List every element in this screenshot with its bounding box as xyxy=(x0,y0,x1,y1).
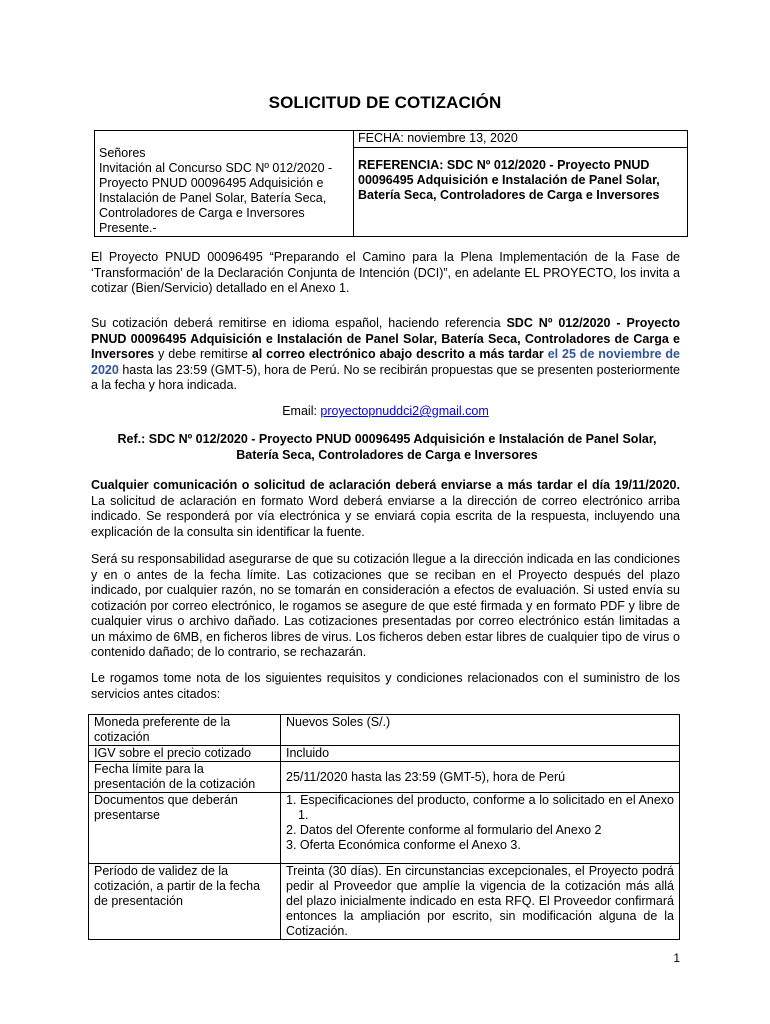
header-table xyxy=(94,130,688,237)
list-item: 2. Datos del Oferente conforme al formulario del Anexo 2 xyxy=(286,823,602,837)
addressee-cell xyxy=(95,131,354,237)
responsibility-paragraph: Será su responsabilidad asegurarse de que su cotización llegue a la dirección indicada en las condiciones y en o antes de la fecha límite. Las cotizaciones que se reciban en el Proyecto después del plazo indicado, por cualquier razón, no se tomarán en consideración a efectos de evaluación. Si usted envía su cotización por correo electrónico, le rogamos se asegure de que esté firmada y en formato PDF y libre de cualquier virus o archivo dañado. Las cotizaciones presentadas por correo electrónico están limitadas a un máximo de 6MB, en ficheros libres de virus. Los ficheros deben estar libres de cualquier tipo de virus o contenido dañado; de lo contrario, se rechazarán. xyxy=(91,552,680,659)
email-link[interactable]: proyectopnuddci2@gmail.com xyxy=(320,404,489,418)
condition-value: Nuevos Soles (S/.) xyxy=(281,715,680,746)
table-row xyxy=(89,715,680,746)
list-item: 3. Oferta Económica conforme el Anexo 3. xyxy=(286,838,521,852)
reference-heading: Ref.: SDC Nº 012/2020 - Proyecto PNUD 00096495 Adquisición e Instalación de Panel Solar, Batería Seca, Controladores de Carga e Inversores xyxy=(117,432,657,462)
clarification-deadline: Cualquier comunicación o solicitud de aclaración deberá enviarse a más tardar el día 19/11/2020. xyxy=(91,478,680,492)
addressee-line: Invitación al Concurso SDC Nº 012/2020 - xyxy=(99,161,333,175)
addressee-line: Presente.- xyxy=(99,221,157,235)
addressee-line: Proyecto PNUD 00096495 Adquisición e xyxy=(99,176,324,190)
submission-deadline: el 25 de noviembre de 2020 xyxy=(91,347,680,377)
condition-value: Treinta (30 días). En circunstancias excepcionales, el Proyecto podrá pedir al Proveedor que amplíe la vigencia de la cotización más allá del plazo inicialmente indicado en esta RFQ. El Proveedor confirmará entonces la ampliación por escrito, sin modificación alguna de la Cotización. xyxy=(281,864,680,940)
page-number: 1 xyxy=(673,951,680,965)
table-row xyxy=(89,762,680,793)
table-row xyxy=(89,793,680,864)
clarification-paragraph: Cualquier comunicación o solicitud de aclaración deberá enviarse a más tardar el día 19/11/2020. La solicitud de aclaración en formato Word deberá enviarse a la dirección de correo electrónico arriba indicado. Se responderá por vía electrónica y se enviará copia escrita de la respuesta, incluyendo una explicación de la consulta sin identificar la fuente. xyxy=(91,478,680,539)
intro-paragraph: El Proyecto PNUD 00096495 “Preparando el Camino para la Plena Implementación de la Fase de ‘Transformación’ de la Declaración Conjunta de Intención (DCI)”, en adelante EL PROYECTO, los invita a cotizar (Bien/Servicio) detallado en el Anexo 1. xyxy=(91,250,680,295)
page-title: SOLICITUD DE COTIZACIÓN xyxy=(268,93,502,112)
condition-label: Fecha límite para la presentación de la cotización xyxy=(89,762,281,793)
addressee-line: Señores xyxy=(99,146,146,160)
email-line xyxy=(91,404,680,420)
table-row xyxy=(89,864,680,940)
condition-value: 25/11/2020 hasta las 23:59 (GMT-5), hora de Perú xyxy=(281,762,680,793)
submission-paragraph: Su cotización deberá remitirse en idioma español, haciendo referencia SDC Nº 012/2020 - Proyecto PNUD 00096495 Adquisición e Instalación de Panel Solar, Batería Seca, Controladores de Carga e Inversores y debe remitirse al correo electrónico abajo descrito a más tardar el 25 de noviembre de 2020 hasta las 23:59 (GMT-5), hora de Perú. No se recibirán propuestas que se presenten posteriormente a la fecha y hora indicada. xyxy=(91,316,680,392)
reference-cell: REFERENCIA: SDC Nº 012/2020 - Proyecto PNUD 00096495 Adquisición e Instalación de Panel Solar, Batería Seca, Controladores de Carga e Inversores xyxy=(354,148,688,237)
condition-label: IGV sobre el precio cotizado xyxy=(89,746,281,762)
date-cell: FECHA: noviembre 13, 2020 xyxy=(354,131,688,148)
addressee-line: Instalación de Panel Solar, Batería Seca, xyxy=(99,191,327,205)
condition-label: Moneda preferente de la cotización xyxy=(89,715,281,746)
condition-value: Incluido xyxy=(281,746,680,762)
submission-reference: SDC Nº 012/2020 - Proyecto PNUD 00096495 Adquisición e Instalación de Panel Solar, Batería Seca, Controladores de Carga e Inversores xyxy=(91,316,680,361)
documents-list xyxy=(286,793,674,853)
addressee-line: Controladores de Carga e Inversores xyxy=(99,206,305,220)
requirements-intro: Le rogamos tome nota de los siguientes requisitos y condiciones relacionados con el suministro de los servicios antes citados: xyxy=(91,671,680,701)
condition-value xyxy=(281,793,680,864)
conditions-table xyxy=(88,714,680,940)
table-row xyxy=(89,746,680,762)
condition-label: Documentos que deberán presentarse xyxy=(89,793,281,864)
condition-label: Período de validez de la cotización, a partir de la fecha de presentación xyxy=(89,864,281,940)
list-item: 1. Especificaciones del producto, conforme a lo solicitado en el Anexo 1. xyxy=(286,793,674,822)
email-label: Email: xyxy=(282,404,321,418)
